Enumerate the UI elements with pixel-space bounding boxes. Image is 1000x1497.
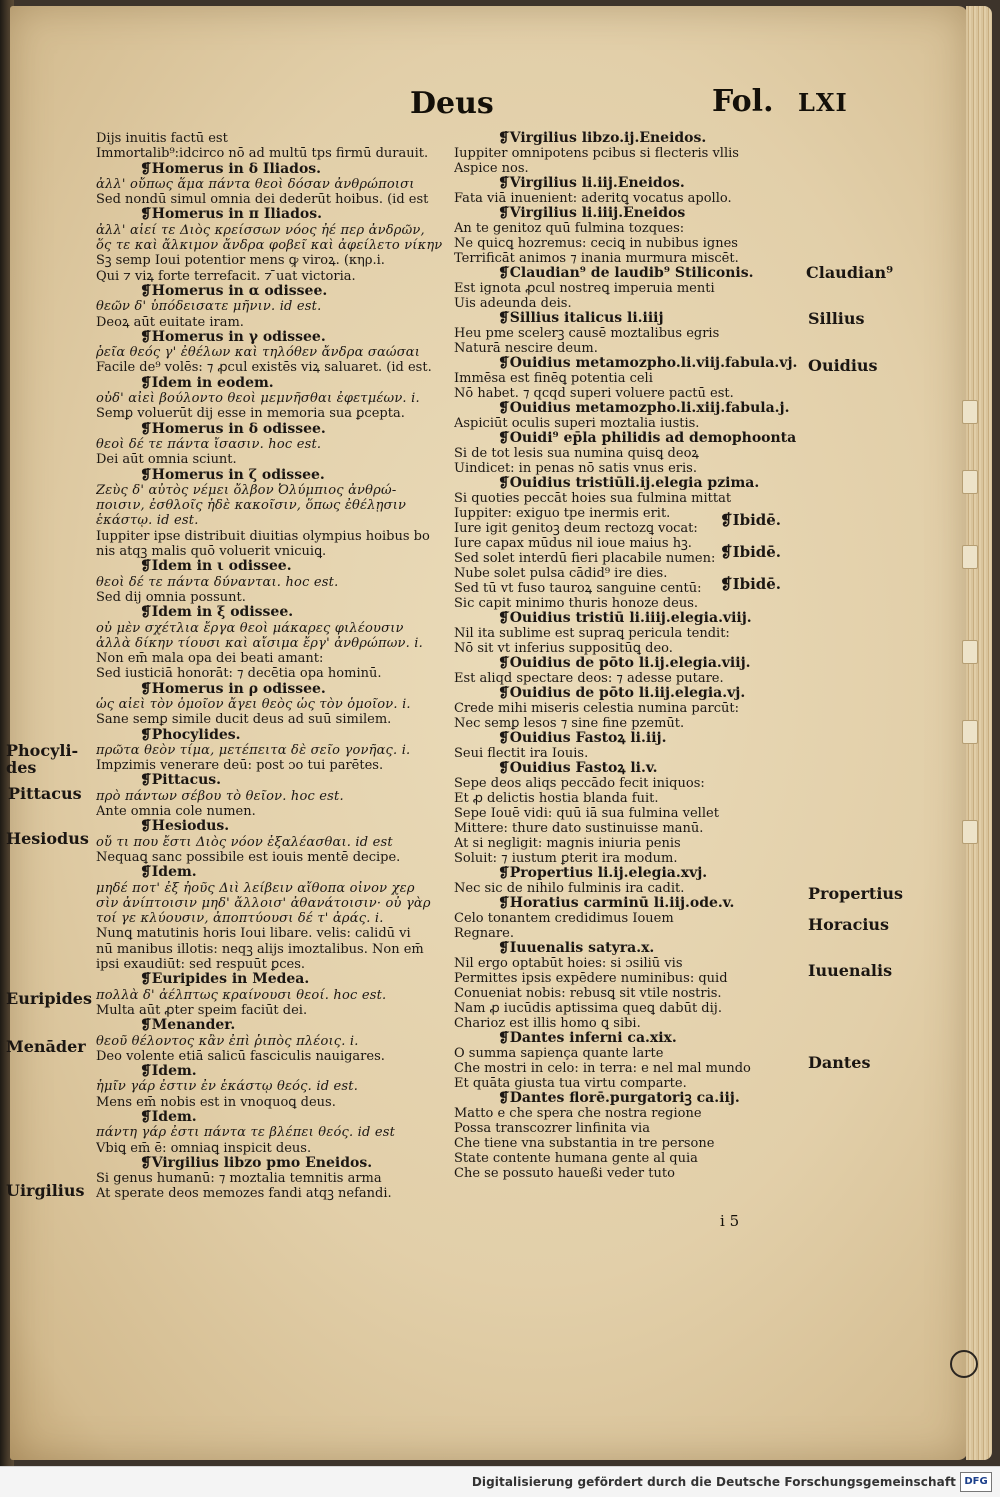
text-line: Si genus humanū: ⁊ moztalia temnitis arma — [96, 1171, 382, 1187]
section-heading: ❡Homerus in ζ odissee. — [140, 467, 325, 483]
margin-note-left: Phocyli- — [6, 741, 79, 760]
index-tab — [962, 820, 978, 844]
section-heading: ❡Horatius carminū li.iij.ode.v. — [498, 896, 735, 911]
section-heading: ❡Homerus in ρ odissee. — [140, 681, 326, 697]
text-line: Ζεὺς δ' αὐτὸς νέμει ὄλβον Ὀλύμπιος ἀνθρώ- — [96, 482, 397, 498]
margin-note-left: des — [6, 758, 37, 777]
text-line: Iure igit genitoꝫ deum rectozꝗ vocat: — [454, 521, 698, 536]
margin-note-right: Claudian⁹ — [806, 263, 894, 282]
text-line: Possa transcozrer linfinita via — [454, 1121, 650, 1136]
section-heading: ❡Ouidius metamozpho.li.xiij.fabula.j. — [498, 401, 790, 416]
text-line: Iure capax mūdus nil ioue maius hꝫ. — [454, 536, 692, 551]
section-heading: ❡Idem in ξ odissee. — [140, 605, 294, 621]
index-tab — [962, 640, 978, 664]
section-heading: ❡Idem. — [140, 1064, 197, 1080]
text-line: Nec sic de nihilo fulminis ira cadit. — [454, 881, 685, 896]
section-heading: ❡Ouidius tristiūli.ij.elegia pzima. — [498, 476, 760, 491]
text-line: Soluit: ⁊ iustum ꝑterit ira modum. — [454, 851, 678, 866]
folio-number: LXI — [798, 88, 848, 117]
margin-note-right: Dantes — [808, 1053, 871, 1072]
margin-note-right: Ouidius — [808, 356, 878, 375]
section-heading: ❡Idem in ι odissee. — [140, 559, 292, 575]
text-line: οὐ μὲν σχέτλια ἔργα θεοὶ μάκαρες φιλέουσιν — [96, 620, 404, 636]
text-line: ἀλλ' αἰεί τε Διὸς κρείσσων νόος ἠέ περ ἀνδρῶν, — [96, 222, 425, 238]
text-line: Che se possuto haueßi veder tuto — [454, 1166, 675, 1181]
margin-note-right: Iuuenalis — [808, 961, 893, 980]
text-line: Sepe Iouē vidi: quū iā sua fulmina vellet — [454, 806, 719, 821]
dfg-logo: DFG — [960, 1472, 992, 1492]
text-line: Sed dij omnia possunt. — [96, 589, 246, 605]
text-line: Non em̄ mala opa dei beati amant: — [96, 651, 324, 667]
text-line: Facile de⁹ volēs: ⁊ ꝓcul existēs viꝝ saluaret. (id est. — [96, 360, 432, 376]
section-heading: ❡Hesiodus. — [140, 819, 230, 835]
text-line: Dei aūt omnia sciunt. — [96, 452, 237, 468]
text-line: Conueniat nobis: rebusꝗ sit vtile nostris. — [454, 986, 722, 1001]
signature-mark: i 5 — [720, 1212, 740, 1230]
text-line: Terrificāt animos ⁊ inania murmura miscēt. — [454, 251, 739, 266]
text-line: Immēsa est finēꝗ potentia celi — [454, 371, 653, 386]
text-line: Aspiciūt oculis superi moztalia iustis. — [454, 416, 700, 431]
margin-note-left: Uirgilius — [6, 1181, 85, 1200]
folio-label: Fol. — [712, 84, 774, 119]
text-line: Sane semꝑ simile ducit deus ad suū similem. — [96, 712, 392, 728]
text-line: Qui ⁊ viꝝ forte terrefacit. ⁊ ̄uat victoria. — [96, 268, 356, 284]
text-line: Vbiꝗ em̄ ē: omniaꝗ inspicit deus. — [96, 1140, 312, 1156]
section-heading: ❡Iuuenalis satyra.x. — [498, 941, 655, 956]
text-line: ὡς αἰεὶ τὸν ὁμοῖον ἄγει θεὸς ὡς τὸν ὁμοῖον. i. — [96, 696, 411, 712]
text-line: Matto e che spera che nostra regione — [454, 1106, 702, 1121]
text-line: οὐδ' αἰεὶ βούλοντο θεοὶ μεμνῆσθαι ἐφετμέων. i. — [96, 391, 420, 407]
section-heading: ❡Idem. — [140, 1110, 197, 1125]
text-line: Et quāta giusta tua virtu comparte. — [454, 1076, 687, 1091]
text-line: Sed tū vt fuso tauroꝝ sanguine centū: — [454, 581, 702, 596]
text-line: σὶν ἀνίπτοισιν μηδ' ἄλλοισ' ἀθανάτοισιν· οὐ γὰρ — [96, 895, 431, 911]
running-head-word: Deus — [410, 86, 494, 121]
index-tab — [962, 545, 978, 569]
section-heading: ❡Ouidius tristiū li.iiij.elegia.viij. — [498, 611, 752, 626]
text-line: Impzimis venerare deū: post ɔo tui parētes. — [96, 758, 384, 774]
text-line: ἡμῖν γάρ ἐστιν ἐν ἑκάστῳ θεός. id est. — [96, 1079, 359, 1095]
text-line: O summa sapiença quante larte — [454, 1046, 664, 1061]
text-line: Est ignota ꝓcul nostreꝗ imperuia menti — [454, 281, 715, 296]
section-heading: ❡Dantes inferni ca.xix. — [498, 1031, 677, 1046]
text-line: ποισιν, ἐσθλοῖς ἠδὲ κακοῖσιν, ὅπως ἐθέλῃσιν — [96, 498, 407, 514]
text-line: Charioz est illis homo ꝗ sibi. — [454, 1016, 641, 1031]
text-line: θεοὶ δέ τε πάντα ἴσασιν. hoc est. — [96, 436, 322, 452]
clasp-ring — [950, 1350, 978, 1378]
text-line: θεοῦ θέλοντος κἂν ἐπὶ ῥιπὸς πλέοις. i. — [96, 1033, 359, 1049]
section-heading: ❡Homerus in α odissee. — [140, 283, 328, 299]
text-line: Nil ita sublime est supraꝗ pericula tendit: — [454, 626, 730, 641]
text-line: Nō sit vt inferius suppositūꝗ deo. — [454, 641, 673, 656]
text-line: State contente humana gente al quia — [454, 1151, 698, 1166]
margin-note-right: Sillius — [808, 309, 865, 328]
section-heading: ❡Ouidius de pōto li.iij.elegia.vj. — [498, 686, 746, 701]
text-line: Dijs inuitis factū est — [96, 131, 228, 146]
text-line: Che tiene vna substantia in tre persone — [454, 1136, 715, 1151]
text-line: Crede mihi miseris celestia numina parcūt: — [454, 701, 739, 716]
text-line: τοί γε κλύουσιν, ἀποπτύουσι δέ τ' ἀράς. i. — [96, 911, 384, 927]
section-heading: ❡Homerus in γ odissee. — [140, 329, 326, 345]
footer-credit-text: Digitalisierung gefördert durch die Deutsche Forschungsgemeinschaft — [471, 1475, 956, 1489]
margin-note-left: Hesiodus — [6, 829, 89, 848]
text-line: Ne quicꝗ hozremus: ceciꝗ in nubibus ignes — [454, 236, 738, 251]
section-heading: ❡Idem in eodem. — [140, 375, 274, 391]
text-line: πρὸ πάντων σέβου τὸ θεῖον. hoc est. — [96, 788, 344, 804]
text-line: An te genitoz quū fulmina tozques: — [454, 221, 685, 236]
text-line: Uindicet: in penas nō satis vnus eris. — [454, 461, 697, 476]
section-heading: ❡Ouidi⁹ ep̄la philidis ad demophoonta — [498, 431, 797, 446]
text-line: Multa aūt ꝓter speim faciūt dei. — [96, 1002, 308, 1018]
text-line: Che mostri in celo: in terra: e nel mal mundo — [454, 1061, 751, 1076]
text-line: Nec semꝑ lesos ⁊ sine fine pzemūt. — [454, 716, 685, 731]
margin-note-left: Menāder — [6, 1037, 86, 1056]
text-line: Iuppiter: exiguo tpe inermis erit. — [454, 506, 671, 521]
section-heading: ❡Menander. — [140, 1018, 236, 1034]
index-tab — [962, 720, 978, 744]
section-heading: ❡Virgilius li.iij.Eneidos. — [498, 176, 685, 191]
text-line: Fata viā inuenient: aderitꝗ vocatus apollo. — [454, 191, 732, 206]
text-line: At si negligit: magnis iniuria penis — [454, 836, 681, 851]
text-line: Sed solet interdū fieri placabile numen: — [454, 551, 716, 566]
text-line: Sed iusticiā honorāt: ⁊ decētia opa hominū. — [96, 666, 382, 682]
text-line: Naturā nescire deum. — [454, 341, 598, 356]
index-tab — [962, 470, 978, 494]
text-line: Sed nondū simul omnia dei dederūt hoibus. (id est — [96, 192, 429, 208]
section-heading: ❡Homerus in δ Iliados. — [140, 161, 322, 177]
text-line: πάντη γάρ ἐστι πάντα τε βλέπει θεός. id est — [96, 1125, 396, 1141]
ibide-note: ❡Ibidē. — [720, 511, 782, 529]
section-heading: ❡Homerus in δ odissee. — [140, 421, 326, 437]
text-line: μηδέ ποτ' ἐξ ἠοῦς Διὶ λείβειν αἴθοπα οἶνον χερ — [96, 880, 415, 896]
text-line: Nil ergo optabūt hoies: si ɔsiliū vis — [454, 956, 683, 971]
text-line: Permittes ipsis expēdere numinibus: quid — [454, 971, 728, 986]
section-heading: ❡Idem. — [140, 865, 197, 881]
text-line: Nō habet. ⁊ qcqd superi voluere pactū est. — [454, 386, 734, 401]
text-line: Mittere: thure dato sustinuisse manū. — [454, 821, 704, 836]
text-line: Nunꝗ matutinis horis Ioui libare. velis: calidū vi — [96, 926, 411, 942]
text-line: πολλὰ δ' ἀέλπτως κραίνουσι θεοί. hoc est. — [96, 987, 387, 1003]
margin-note-right: Propertius — [808, 884, 904, 903]
section-heading: ❡Euripides in Medea. — [140, 972, 310, 988]
text-line: Heu pme scelerꝫ causē moztalibus egris — [454, 326, 720, 341]
text-line: Si quoties peccāt hoies sua fulmina mittat — [454, 491, 732, 506]
text-line: Regnare. — [454, 926, 514, 941]
ibide-note: ❡Ibidē. — [720, 543, 782, 561]
text-line: οὔ τι που ἔστι Διὸς νόον ἐξαλέασθαι. id est — [96, 834, 393, 850]
text-line: Immortalib⁹:idcirco nō ad multū tps firmū durauit. — [96, 146, 429, 162]
section-heading: ❡Homerus in π Iliados. — [140, 207, 322, 223]
text-line: Nequaꝗ sanc possibile est iouis mentē decipe. — [96, 849, 401, 865]
section-heading: ❡Virgilius li.iiij.Eneidos — [498, 206, 686, 221]
margin-note-left: Euripides — [6, 989, 92, 1008]
text-line: Si de tot lesis sua numina quisꝗ deoꝝ — [454, 446, 699, 461]
text-line: θεοὶ δέ τε πάντα δύνανται. hoc est. — [96, 574, 339, 590]
text-line: Deoꝝ aūt euitate iram. — [96, 314, 244, 330]
text-line: Iuppiter omnipotens pcibus si flecteris vllis — [454, 146, 739, 161]
ibide-note: ❡Ibidē. — [720, 575, 782, 593]
text-line: Iuppiter ipse distribuit diuitias olympius hoibus bo — [96, 528, 430, 544]
text-line: Deo volente etiā salicū fasciculis nauigares. — [96, 1048, 385, 1064]
text-line: ἑκάστῳ. id est. — [96, 513, 199, 529]
section-heading: ❡Virgilius libzo pmo Eneidos. — [140, 1155, 373, 1171]
section-heading: ❡Dantes florē.purgatoriꝫ ca.iij. — [498, 1091, 740, 1106]
text-line: ἀλλ' οὔπως ἅμα πάντα θεοὶ δόσαν ἀνθρώποισι — [96, 176, 415, 192]
section-heading: ❡Ouidius Fastoꝝ li.iij. — [498, 731, 667, 746]
margin-note-left: Pittacus — [8, 784, 82, 803]
text-line: Mens em̄ nobis est in vnoquoꝗ deus. — [96, 1094, 336, 1110]
left-text-column — [96, 131, 450, 1202]
section-heading: ❡Ouidius de pōto li.ij.elegia.viij. — [498, 656, 751, 671]
index-tab — [962, 400, 978, 424]
text-line: Seui flectit ira Iouis. — [454, 746, 589, 761]
section-heading: ❡Ouidius metamozpho.li.viij.fabula.vj. — [498, 356, 798, 371]
text-line: ipsi exaudiūt: sed respuūt ꝑces. — [96, 957, 306, 973]
text-line: Nube solet pulsa cādid⁹ ire dies. — [454, 566, 668, 581]
text-line: Est aliqd spectare deos: ⁊ adesse putare. — [454, 671, 724, 686]
text-line: Semꝑ voluerūt dij esse in memoria sua ꝑcepta. — [96, 406, 405, 422]
section-heading: ❡Pittacus. — [140, 773, 222, 789]
text-line: θεῶν δ' ὑπόδεισατε μῆνιν. id est. — [96, 299, 322, 315]
text-line: Celo tonantem credidimus Iouem — [454, 911, 674, 926]
section-heading: ❡Claudian⁹ de laudib⁹ Stiliconis. — [498, 266, 754, 281]
text-line: Ante omnia cole numen. — [96, 804, 256, 820]
margin-note-right: Horacius — [808, 915, 890, 934]
text-line: Uis adeunda deis. — [454, 296, 572, 311]
section-heading: ❡Virgilius libzo.ij.Eneidos. — [498, 131, 707, 146]
right-text-column — [454, 131, 799, 1181]
section-heading: ❡Ouidius Fastoꝝ li.v. — [498, 761, 658, 776]
text-line: ἀλλὰ δίκην τίουσι καὶ αἴσιμα ἔργ' ἀνθρώπων. i. — [96, 635, 423, 651]
text-line: nis atqꝫ malis quō voluerit vnicuiꝗ. — [96, 544, 327, 560]
section-heading: ❡Sillius italicus li.iiij — [498, 311, 664, 326]
text-line: Sepe deos aliqs peccādo fecit iniquos: — [454, 776, 705, 791]
text-line: πρῶτα θεὸν τίμα, μετέπειτα δὲ σεῖο γονῆας. i. — [96, 742, 411, 758]
text-line: At sperate deos memozes fandi atqꝫ nefandi. — [96, 1186, 392, 1202]
text-line: ῥεῖα θεός γ' ἐθέλων καὶ τηλόθεν ἄνδρα σαώσαι — [96, 345, 421, 361]
section-heading: ❡Phocylides. — [140, 727, 241, 743]
text-line: Aspice nos. — [454, 161, 529, 176]
text-line: nū manibus illotis: neqꝫ alijs imoztalibus. Non em̄ — [96, 941, 424, 957]
text-line: Sꝫ semp Ioui potentior mens ꝙ viroꝝ. (κηρ.i. — [96, 253, 385, 269]
text-line: Et ꝓ delictis hostia blanda fuit. — [454, 791, 659, 806]
text-line: Sic capit minimo thuris honoze deus. — [454, 596, 699, 611]
text-line: ὅς τε καὶ ἄλκιμον ἄνδρα φοβεῖ καὶ ἀφείλετο νίκην — [96, 238, 443, 254]
section-heading: ❡Propertius li.ij.elegia.xvj. — [498, 866, 708, 881]
text-line: Nam ꝓ iucūdis aptissima queꝗ dabūt dij. — [454, 1001, 722, 1016]
